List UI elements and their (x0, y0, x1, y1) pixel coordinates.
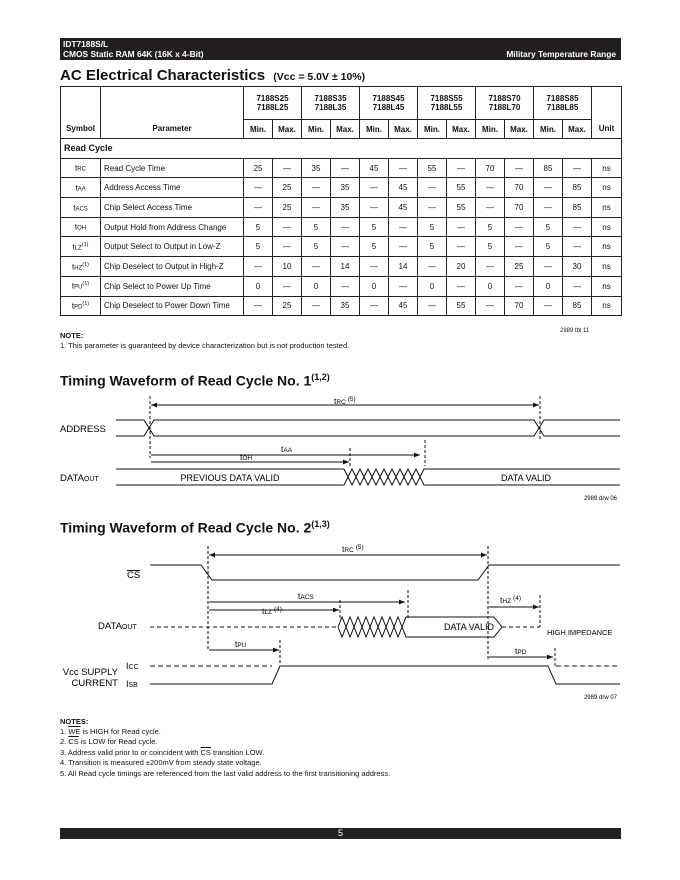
min-header: Min. (534, 120, 563, 139)
note-item-4: 4. Transition is measured ±200mV from steady state voltage. (60, 758, 262, 768)
value-cell: — (534, 178, 563, 198)
wave1-drawing-code: 2989 drw 06 (583, 496, 617, 502)
speed-grade-l: 7188L85 (546, 103, 579, 112)
value-cell: — (418, 198, 447, 218)
value-cell: 20 (447, 257, 476, 277)
note-item-3: 3. Address valid prior to or coincident with $\overline{CS}$ transition LOW. (60, 747, 265, 757)
value-cell: — (563, 158, 592, 178)
tacs-label: tACS (298, 591, 314, 601)
speed-grade-l: 7188L35 (314, 103, 347, 112)
value-cell: 0 (302, 276, 331, 296)
speed-grade-l: 7188L45 (372, 103, 405, 112)
max-header: Max. (505, 120, 534, 139)
value-cell: 5 (302, 217, 331, 237)
note-item-2: 2. $\overline{CS}$ is LOW for Read cycle. (60, 737, 158, 747)
data-valid-label-1: DATA VALID (500, 473, 552, 483)
value-cell: 0 (244, 276, 273, 296)
value-cell: — (331, 217, 360, 237)
isb-label: ISB (126, 679, 138, 689)
value-cell: 85 (563, 198, 592, 218)
min-header: Min. (302, 120, 331, 139)
min-header: Min. (476, 120, 505, 139)
value-cell: 25 (273, 178, 302, 198)
value-cell: — (389, 217, 418, 237)
symbol-cell: tOH (61, 217, 101, 237)
address-label: ADDRESS (60, 424, 106, 435)
value-cell: — (563, 237, 592, 257)
value-cell: — (476, 198, 505, 218)
unit-cell: ns (592, 257, 622, 277)
value-cell: 5 (534, 237, 563, 257)
value-cell: 5 (360, 237, 389, 257)
cs-waveform (150, 565, 620, 580)
min-header: Min. (244, 120, 273, 139)
parameter-cell: Read Cycle Time (101, 158, 244, 178)
value-cell: — (360, 178, 389, 198)
waveform2-title (60, 519, 330, 536)
value-cell: — (505, 217, 534, 237)
value-cell: 85 (534, 158, 563, 178)
parameter-header: Parameter (101, 120, 244, 139)
unit-cell: ns (592, 296, 622, 316)
waveform2-title-sup: (1,3) (311, 519, 330, 529)
value-cell: 55 (447, 296, 476, 316)
note-item-5: 5. All Read cycle timings are referenced from the last valid address to the first transitioning address. (60, 768, 391, 778)
value-cell: — (273, 276, 302, 296)
data-valid-label-2: DATA VALID (443, 622, 495, 632)
value-cell: — (244, 296, 273, 316)
temperature-range: Military Temperature Range (506, 49, 616, 59)
value-cell: 5 (418, 217, 447, 237)
value-cell: 14 (331, 257, 360, 277)
value-cell: — (534, 296, 563, 316)
value-cell: — (534, 257, 563, 277)
symbol-cell: tAA (61, 178, 101, 198)
value-cell: — (505, 237, 534, 257)
symbol-cell: tLZ$^{(1)}$ (61, 237, 101, 257)
value-cell: 5 (244, 217, 273, 237)
value-cell: 5 (302, 237, 331, 257)
value-cell: 5 (476, 217, 505, 237)
value-cell: 0 (418, 276, 447, 296)
value-cell: — (389, 158, 418, 178)
icc-label: ICC (126, 661, 139, 671)
value-cell: 85 (563, 296, 592, 316)
max-header: Max. (331, 120, 360, 139)
tpu-label: tPU (235, 639, 247, 649)
symbol-cell: tRC (61, 158, 101, 178)
value-cell: 45 (389, 296, 418, 316)
unit-cell: ns (592, 158, 622, 178)
value-cell: — (302, 257, 331, 277)
ac-subtitle: (Vcc = 5.0V ± 10%) (273, 71, 366, 83)
speed-grade-l: 7188L70 (488, 103, 521, 112)
value-cell: — (302, 178, 331, 198)
value-cell: 85 (563, 178, 592, 198)
speed-grade-l: 7188L55 (430, 103, 463, 112)
value-cell: — (302, 198, 331, 218)
unit-cell: ns (592, 198, 622, 218)
parameter-cell: Address Access Time (101, 178, 244, 198)
parameter-cell: Chip Select Access Time (101, 198, 244, 218)
page-number: 5 (337, 828, 343, 838)
value-cell: — (476, 296, 505, 316)
previous-data-valid-label: PREVIOUS DATA VALID (180, 473, 280, 483)
value-cell: — (331, 158, 360, 178)
parameter-cell: Output Hold from Address Change (101, 217, 244, 237)
ac-title-text: AC Electrical Characteristics (60, 67, 266, 84)
value-cell: — (331, 276, 360, 296)
value-cell: — (534, 198, 563, 218)
value-cell: 55 (418, 158, 447, 178)
unit-cell: ns (592, 217, 622, 237)
value-cell: — (447, 237, 476, 257)
symbol-cell: tHZ$^{(1)}$ (61, 257, 101, 277)
unit-cell: ns (592, 276, 622, 296)
parameter-cell: Chip Deselect to Output in High-Z (101, 257, 244, 277)
table-code: 2989 tbl 11 (560, 328, 590, 334)
tlz-label: tLZ $^{(4)}$ (262, 606, 282, 616)
value-cell: 0 (534, 276, 563, 296)
value-cell: — (447, 158, 476, 178)
toh-label: tOH (240, 452, 253, 462)
waveform1-title-sup: (1,2) (311, 372, 330, 382)
value-cell: 35 (302, 158, 331, 178)
value-cell: — (505, 276, 534, 296)
value-cell: 5 (476, 237, 505, 257)
value-cell: 55 (447, 198, 476, 218)
speed-grade-s: 7188S25 (256, 94, 289, 103)
unit-cell: ns (592, 178, 622, 198)
value-cell: 5 (418, 237, 447, 257)
value-cell: 55 (447, 178, 476, 198)
value-cell: — (447, 276, 476, 296)
value-cell: 35 (331, 296, 360, 316)
speed-grade-s: 7188S85 (546, 94, 579, 103)
min-header: Min. (418, 120, 447, 139)
min-header: Min. (360, 120, 389, 139)
tpd-label: tPD (515, 646, 527, 656)
speed-grade-s: 7188S55 (430, 94, 463, 103)
value-cell: 70 (505, 198, 534, 218)
page-footer (60, 828, 621, 839)
value-cell: — (476, 178, 505, 198)
value-cell: 5 (360, 217, 389, 237)
value-cell: — (418, 178, 447, 198)
value-cell: — (331, 237, 360, 257)
max-header: Max. (563, 120, 592, 139)
value-cell: 25 (505, 257, 534, 277)
supply-current-waveform (150, 666, 620, 684)
high-impedance-label: HIGH IMPEDANCE (547, 628, 613, 637)
value-cell: 35 (331, 198, 360, 218)
unit-cell: ns (592, 237, 622, 257)
value-cell: — (360, 296, 389, 316)
part-number: IDT7188S/L (63, 39, 109, 49)
value-cell: 5 (244, 237, 273, 257)
value-cell: 25 (273, 198, 302, 218)
waveform1-title-text: Timing Waveform of Read Cycle No. 1 (60, 372, 312, 389)
speed-grade-s: 7188S45 (372, 94, 405, 103)
thz-label: tHZ $^{(4)}$ (500, 595, 521, 605)
value-cell: — (563, 217, 592, 237)
value-cell: — (476, 257, 505, 277)
value-cell: — (273, 158, 302, 178)
parameter-cell: Output Select to Output in Low-Z (101, 237, 244, 257)
value-cell: — (389, 237, 418, 257)
max-header: Max. (447, 120, 476, 139)
notes-list (60, 727, 390, 779)
value-cell: 45 (389, 178, 418, 198)
value-cell: 35 (331, 178, 360, 198)
value-cell: 0 (360, 276, 389, 296)
wave2-drawing-code: 2989 drw 07 (583, 695, 617, 701)
value-cell: 10 (273, 257, 302, 277)
value-cell: 70 (505, 178, 534, 198)
max-header: Max. (389, 120, 418, 139)
parameter-cell: Chip Deselect to Power Down Time (101, 296, 244, 316)
value-cell: 45 (360, 158, 389, 178)
dataout-label-1: DATAOUT (60, 473, 99, 484)
value-cell: — (418, 257, 447, 277)
speed-grade-s: 7188S35 (314, 94, 347, 103)
taa-label: tAA (281, 444, 293, 454)
value-cell: 25 (244, 158, 273, 178)
dataout-label-2: DATAOUT (98, 621, 137, 632)
value-cell: — (360, 198, 389, 218)
trc-label-1: tRC $^{(5)}$ (334, 396, 356, 406)
value-cell: — (244, 198, 273, 218)
value-cell: — (418, 296, 447, 316)
symbol-cell: tPD$^{(1)}$ (61, 296, 101, 316)
speed-grade-l: 7188L25 (256, 103, 289, 112)
parameter-cell: Chip Select to Power Up Time (101, 276, 244, 296)
current-label: CURRENT (71, 678, 118, 689)
waveform2-title-text: Timing Waveform of Read Cycle No. 2 (60, 519, 312, 536)
value-cell: 30 (563, 257, 592, 277)
notes-heading: NOTES: (60, 717, 89, 726)
part-description: CMOS Static RAM 64K (16K x 4-Bit) (63, 49, 204, 59)
value-cell: 14 (389, 257, 418, 277)
value-cell: 45 (389, 198, 418, 218)
value-cell: 5 (534, 217, 563, 237)
unit-header: Unit (592, 120, 622, 139)
value-cell: — (505, 158, 534, 178)
value-cell: 25 (273, 296, 302, 316)
value-cell: — (360, 257, 389, 277)
max-header: Max. (273, 120, 302, 139)
value-cell: — (302, 296, 331, 316)
table-note: 1. This parameter is guaranteed by device characterization but is not production tested. (60, 341, 350, 350)
value-cell: — (447, 217, 476, 237)
symbol-cell: tACS (61, 198, 101, 218)
value-cell: — (244, 257, 273, 277)
trc-label-2: tRC $^{(5)}$ (342, 544, 364, 554)
symbol-header: Symbol (61, 120, 101, 139)
value-cell: — (273, 237, 302, 257)
note-item-1: 1. $\overline{WE}$ is HIGH for Read cycle. (60, 727, 161, 736)
vcc-supply-label: Vcc SUPPLY (62, 667, 118, 678)
symbol-cell: tPU$^{(1)}$ (61, 276, 101, 296)
speed-grade-s: 7188S70 (488, 94, 521, 103)
value-cell: 70 (476, 158, 505, 178)
read-cycle-label: Read Cycle (61, 139, 622, 159)
note-heading: NOTE: (60, 331, 84, 340)
value-cell: 0 (476, 276, 505, 296)
cs-label: CS (127, 570, 141, 581)
address-waveform (116, 420, 620, 436)
value-cell: — (389, 276, 418, 296)
value-cell: — (244, 178, 273, 198)
value-cell: — (273, 217, 302, 237)
value-cell: — (563, 276, 592, 296)
value-cell: 70 (505, 296, 534, 316)
